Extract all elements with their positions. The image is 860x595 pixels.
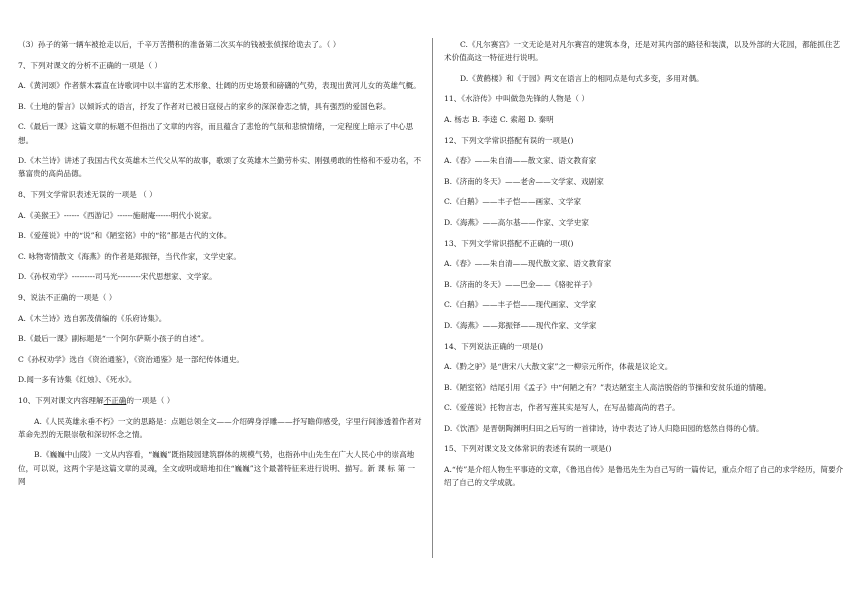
answer-option: D.闻一多有诗集《红烛》、《死水》。	[18, 375, 137, 385]
answer-option: A.《黄河颂》作者蔡木霖直在诗歌词中以丰富的艺术形象、壮阔的历史场景和磅礴的气势，表现出黄河儿女的英雄气概。	[18, 81, 421, 91]
answer-option: D.《黄鹤楼》和《于园》两文在语言上的相同点是句式多变，多用对偶。	[460, 73, 704, 83]
question-stem: 9、说法不正确的一项是（ ）	[18, 292, 117, 302]
answer-option: B.《爱莲说》中的“说”和《陋室铭》中的“铭”都是古代的文体。	[18, 231, 232, 241]
answer-option: A.《春》——朱自清——散文家、语文教育家	[444, 156, 597, 166]
answer-option: A. 杨志 B. 李逵 C. 索超 D. 秦明	[444, 114, 554, 124]
question-stem: 10、下列对课文内容理解不正确的一项是（ ）	[18, 395, 175, 405]
question-stem: 8、下列文学常识表述无误的一项是 （ ）	[18, 189, 157, 199]
answer-option: D.《海燕》——郑振铎——现代作家、文学家	[444, 320, 597, 330]
answer-option: D.《孙权劝学》---------司马光---------宋代思想家、文学家。	[18, 272, 217, 282]
question-stem: 14、下列说法正确的一项是()	[444, 341, 544, 351]
answer-option: B.《巍巍中山陵》一文从内容看，“巍巍”既指陵园建筑群体的规模气势，也指孙中山先生在广大人民心中的崇高地位，可以说，这两个字是这篇文章的灵魂，全文或明或暗地扣住“巍巍”这个最著特征来进行说明、描写。新 课 标 第 一网	[18, 450, 416, 486]
answer-option: C.《凡尔赛宫》一文无论是对凡尔赛宫的建筑本身，还是对其内部的路径和装潢，以及外部的大花园，都能抓住艺术价值高这一特征进行说明。	[444, 40, 841, 63]
answer-option: D.《饮酒》是晋朝陶渊明归田之后写的一首律诗，诗中表达了诗人归隐田园的悠然自得的心情。	[444, 423, 764, 433]
left-column	[18, 38, 422, 495]
column-divider	[432, 38, 433, 558]
answer-option: C.《白鹅》——丰子恺——现代画家、文学家	[444, 300, 597, 310]
answer-option: A.“传”是介绍人物生平事迹的文章，《鲁迅自传》是鲁迅先生为自己写的一篇传记，重点介绍了自己的求学经历，简要介绍了自己的文学成就。	[444, 465, 844, 488]
answer-option: D.《木兰诗》讲述了我国古代女英雄木兰代父从军的故事，歌颂了女英雄木兰勤劳朴实、刚强勇敢的性格和不爱功名，不慕富贵的高尚品德。	[18, 156, 422, 179]
question-stem: 7、下列对课文的分析不正确的一项是（ ）	[18, 60, 162, 70]
answer-option: B.《陋室铭》结尾引用《孟子》中“何陋之有？”表达陋室主人高洁脱俗的节操和安贫乐道的情趣。	[444, 382, 772, 392]
answer-option: A.《人民英雄永垂不朽》一文的思路是：点题总领全文——介绍碑身浮雕——抒写瞻仰感受，字里行间渗透着作者对革命先烈的无限崇敬和深切怀念之情。	[18, 416, 422, 439]
answer-option: C. 咏物寄情散文《海燕》的作者是郑振铎，当代作家，文学史家。	[18, 251, 241, 261]
answer-option: （3）孙子的第一辆车被抢走以后，千辛万苦攒积的准备第二次买车的钱被张侦探给诡去了。（ ）	[18, 40, 341, 49]
question-stem: 11、《水浒传》中叫做急先锋的人物是（ ）	[444, 94, 589, 104]
answer-option: B.《最后一课》副标题是“一个阿尔萨斯小孩子的自述”。	[18, 334, 209, 344]
question-stem: 15、下列对课文及文体常识的表述有误的一项是()	[444, 444, 612, 454]
question-stem: 13、下列文学常识搭配不正确的一项()	[444, 238, 574, 248]
answer-option: D.《海燕》——高尔基——作家、文学史家	[444, 217, 589, 227]
answer-option: C.《最后一课》这篇文章的标题不但指出了文章的内容，而且蕴含了悲怆的气氛和悲愤情绪，一定程度上暗示了中心思想。	[18, 122, 414, 145]
answer-option: A.《木兰诗》选自郭茂倩编的《乐府诗集》。	[18, 313, 167, 323]
answer-option: C.《白鹅》——丰子恺——画家、文学家	[444, 197, 582, 207]
answer-option: A.《春》——朱自清——现代散文家、语文教育家	[444, 259, 612, 269]
answer-option: B.《济南的冬天》——老舍——文学家、戏剧家	[444, 176, 604, 186]
question-stem: 12、下列文学常识搭配有误的一项是()	[444, 135, 574, 145]
answer-option: B.《济南的冬天》——巴金——《骆驼祥子》	[444, 279, 597, 289]
answer-option: A.《美猴王》------《西游记》------施耐庵------明代小说家。	[18, 210, 217, 220]
right-column	[444, 38, 844, 497]
answer-option: C.《爱莲说》托物言志，作者写莲其实是写人，在写品德高尚的君子。	[444, 403, 680, 413]
underlined-keyword: 不正确	[103, 395, 127, 405]
answer-option: C《孙权劝学》选自《资治通鉴》，《资治通鉴》是一部纪传体通史。	[18, 354, 245, 364]
answer-option: A.《黔之驴》是“唐宋八大散文家”之一柳宗元所作，体裁是议论文。	[444, 362, 673, 372]
answer-option: B.《土地的誓言》以倾诉式的语言，抒发了作者对已被日寇侵占的家乡的深深眷恋之情，具有强烈的爱国色彩。	[18, 101, 391, 111]
